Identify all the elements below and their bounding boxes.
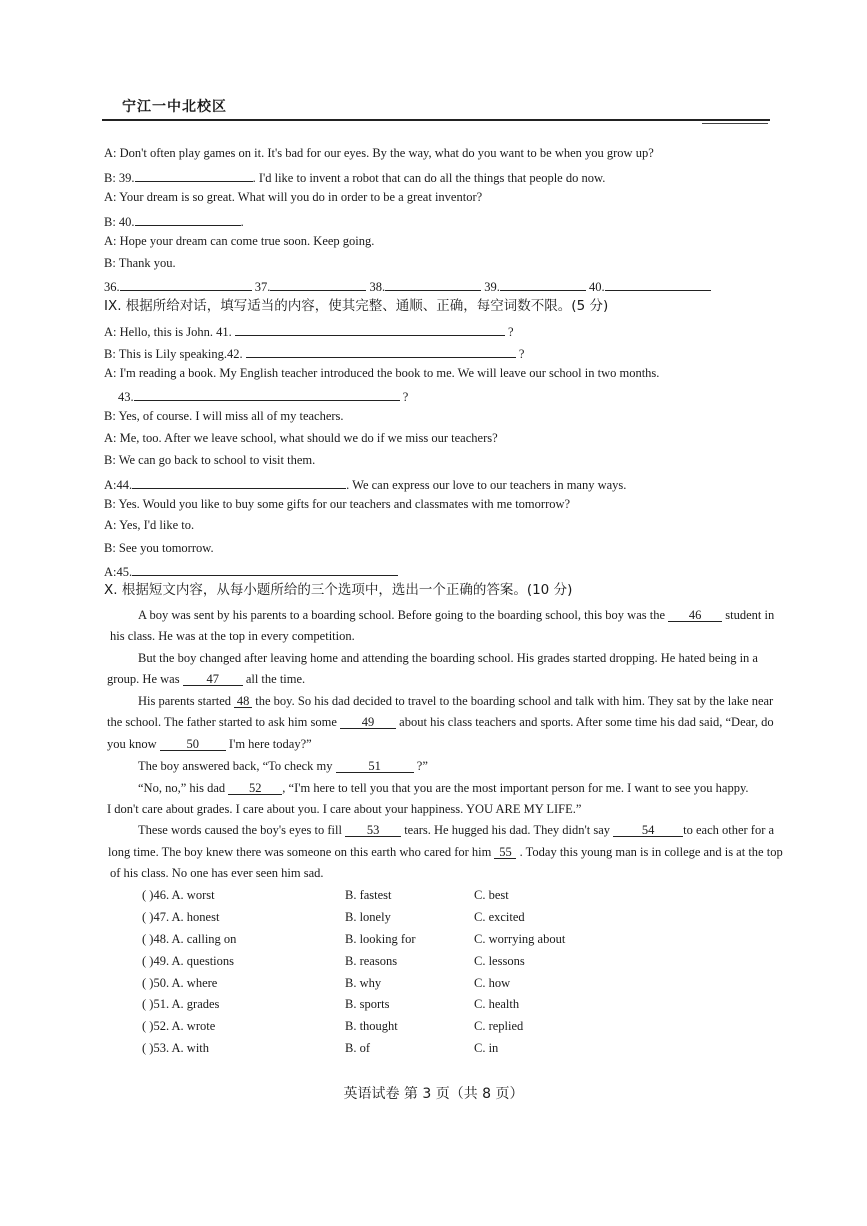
dialog1-line: A: Your dream is so great. What will you do in order to be a great inventor?	[104, 190, 483, 204]
dialog2-line: B: This is Lily speaking.42. ?	[104, 343, 524, 362]
option-b: B. sports	[345, 997, 390, 1011]
passage-line: These words caused the boy's eyes to fill 53 tears. He hugged his dad. They didn't say 54 to each other for a	[138, 823, 775, 837]
answer-blank-44[interactable]	[132, 474, 346, 489]
passage-line: I don't care about grades. I care about you. I care about your happiness. YOU ARE MY LIFE.”	[107, 802, 582, 816]
answer-blank-42[interactable]	[246, 343, 516, 358]
dialog2-line: 43. ?	[118, 386, 408, 405]
option-question: ( )51. A. grades	[142, 997, 220, 1011]
option-c: C. lessons	[474, 954, 525, 968]
dialog2-line: A:44. . We can express our love to our teachers in many ways.	[104, 474, 626, 493]
passage-line: group. He was 47 all the time.	[107, 672, 306, 686]
header-rule	[102, 119, 770, 121]
school-header: 宁江一中北校区	[122, 99, 227, 115]
dialog1-line: B: 39. . I'd like to invent a robot that can do all the things that people do now.	[104, 167, 605, 186]
answer-blank-40[interactable]	[135, 211, 241, 226]
passage-line: long time. The boy knew there was someone on this earth who cared for him 55 . Today this young man is in college and is at the top	[108, 845, 783, 859]
option-question: ( )46. A. worst	[142, 888, 215, 902]
dialog2-line: B: Yes, of course. I will miss all of my teachers.	[104, 409, 344, 423]
answer-blank-43[interactable]	[134, 386, 400, 401]
answer-blank-38[interactable]	[385, 276, 481, 291]
cloze-blank-48[interactable]: 48	[234, 693, 252, 708]
option-question: ( )53. A. with	[142, 1041, 210, 1055]
option-b: B. lonely	[345, 910, 391, 924]
option-b: B. fastest	[345, 888, 392, 902]
option-c: C. best	[474, 888, 509, 902]
passage-line: “No, no,” his dad 52 , “I'm here to tell you that you are the most important person for me. I want to see you happy.	[138, 781, 749, 795]
header-rule-tail	[702, 123, 768, 124]
cloze-blank-54[interactable]: 54	[613, 822, 683, 837]
cloze-blank-55[interactable]: 55	[494, 844, 516, 859]
cloze-blank-49[interactable]: 49	[340, 714, 396, 729]
option-b: B. of	[345, 1041, 370, 1055]
passage-line: the school. The father started to ask him some 49 about his class teachers and sports. After some time his dad said, “Dear, do	[107, 715, 774, 729]
cloze-blank-52[interactable]: 52	[228, 780, 282, 795]
dialog2-line: A: Hello, this is John. 41. ?	[104, 321, 514, 340]
option-c: C. worrying about	[474, 932, 566, 946]
option-question: ( )47. A. honest	[142, 910, 220, 924]
passage-line: you know 50 I'm here today?”	[107, 737, 312, 751]
option-b: B. thought	[345, 1019, 398, 1033]
cloze-blank-50[interactable]: 50	[160, 736, 226, 751]
dialog2-line: A:45.	[104, 561, 398, 580]
option-c: C. excited	[474, 910, 525, 924]
answer-blank-36[interactable]	[120, 276, 252, 291]
answer-blank-37[interactable]	[270, 276, 366, 291]
cloze-blank-46[interactable]: 46	[668, 607, 722, 622]
option-b: B. looking for	[345, 932, 416, 946]
cloze-blank-47[interactable]: 47	[183, 671, 243, 686]
dialog2-line: B: Yes. Would you like to buy some gifts for our teachers and classmates with me tomorrow?	[104, 497, 571, 511]
section-10-title: X. 根据短文内容，从每小题所给的三个选项中，选出一个正确的答案。(10 分)	[104, 582, 573, 598]
dialog1-line: A: Hope your dream can come true soon. Keep going.	[104, 234, 375, 248]
answer-blank-40b[interactable]	[605, 276, 711, 291]
dialog2-line: A: I'm reading a book. My English teacher introduced the book to me. We will leave our school in two months.	[104, 366, 660, 380]
option-b: B. reasons	[345, 954, 398, 968]
option-question: ( )50. A. where	[142, 976, 218, 990]
dialog2-line: B: See you tomorrow.	[104, 541, 214, 555]
passage-line: his class. He was at the top in every competition.	[110, 629, 355, 643]
option-b: B. why	[345, 976, 382, 990]
section-9-title: IX. 根据所给对话，填写适当的内容，使其完整、通顺、正确，每空词数不限。(5 分)	[104, 298, 609, 314]
option-question: ( )52. A. wrote	[142, 1019, 216, 1033]
passage-line: The boy answered back, “To check my 51 ?”	[138, 759, 428, 773]
option-c: C. replied	[474, 1019, 524, 1033]
page-footer: 英语试卷 第 3 页（共 8 页）	[343, 1086, 524, 1102]
option-question: ( )49. A. questions	[142, 954, 235, 968]
dialog1-line: B: Thank you.	[104, 256, 176, 270]
option-question: ( )48. A. calling on	[142, 932, 237, 946]
passage-line: of his class. No one has ever seen him sad.	[110, 866, 324, 880]
dialog1-line: A: Don't often play games on it. It's bad for our eyes. By the way, what do you want to be when you grow up?	[104, 146, 654, 160]
passage-line: But the boy changed after leaving home and attending the boarding school. His grades started dropping. He hated being in a	[138, 651, 758, 665]
answer-blank-41[interactable]	[235, 321, 505, 336]
passage-line: His parents started 48 the boy. So his dad decided to travel to the boarding school and talk with him. They sat by the lake near	[138, 694, 774, 708]
passage-line: A boy was sent by his parents to a boarding school. Before going to the boarding school, this boy was the 46 student in	[138, 608, 775, 622]
dialog2-line: A: Me, too. After we leave school, what should we do if we miss our teachers?	[104, 431, 498, 445]
answer-row: 36. 37. 38. 39. 40.	[104, 276, 711, 295]
option-c: C. health	[474, 997, 520, 1011]
option-c: C. in	[474, 1041, 499, 1055]
cloze-blank-51[interactable]: 51	[336, 758, 414, 773]
answer-blank-45[interactable]	[132, 561, 398, 576]
option-c: C. how	[474, 976, 511, 990]
dialog2-line: A: Yes, I'd like to.	[104, 518, 195, 532]
answer-blank-39[interactable]	[135, 167, 253, 182]
dialog2-line: B: We can go back to school to visit them.	[104, 453, 316, 467]
cloze-blank-53[interactable]: 53	[345, 822, 401, 837]
answer-blank-39b[interactable]	[500, 276, 586, 291]
dialog1-line: B: 40. .	[104, 211, 244, 230]
